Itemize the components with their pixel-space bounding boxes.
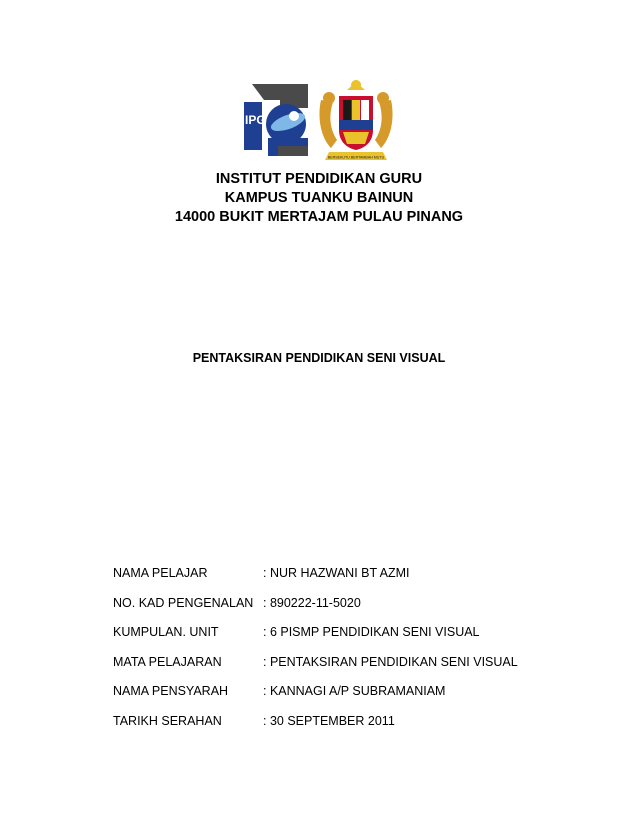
svg-text:IPG: IPG xyxy=(245,113,266,127)
info-value: : KANNAGI A/P SUBRAMANIAM xyxy=(263,684,446,698)
info-label: KUMPULAN. UNIT xyxy=(113,625,219,639)
info-value: : 30 SEPTEMBER 2011 xyxy=(263,713,395,728)
institution-header xyxy=(0,170,638,227)
info-label: NO. KAD PENGENALAN xyxy=(113,595,254,610)
campus-name: KAMPUS TUANKU BAINUN xyxy=(224,190,414,206)
info-label: MATA PELAJARAN xyxy=(113,654,222,669)
info-row-ic xyxy=(113,596,583,626)
campus-address: 14000 BUKIT MERTAJAM PULAU PINANG xyxy=(174,209,464,225)
info-label: TARIKH SERAHAN xyxy=(113,713,222,728)
info-row-name xyxy=(113,566,583,596)
logo-area xyxy=(0,78,638,166)
info-value: : 890222-11-5020 xyxy=(263,595,361,610)
info-row-lecturer xyxy=(113,684,583,714)
svg-text:BERSEKUTU BERTAMBAH MUTU: BERSEKUTU BERTAMBAH MUTU xyxy=(327,155,385,160)
info-label: NAMA PENSYARAH xyxy=(113,684,229,698)
info-value: : NUR HAZWANI BT AZMI xyxy=(263,566,410,580)
info-row-date xyxy=(113,714,583,744)
info-value: : PENTAKSIRAN PENDIDIKAN SENI VISUAL xyxy=(263,654,518,669)
info-label: NAMA PELAJAR xyxy=(113,566,208,580)
student-info-table xyxy=(113,566,583,743)
ipg-logo xyxy=(238,80,310,158)
info-row-group xyxy=(113,625,583,655)
info-row-subject xyxy=(113,655,583,685)
assignment-title: PENTAKSIRAN PENDIDIKAN SENI VISUAL xyxy=(192,351,446,365)
malaysia-coat-of-arms xyxy=(315,78,397,164)
info-value: : 6 PISMP PENDIDIKAN SENI VISUAL xyxy=(263,625,480,639)
institution-name: INSTITUT PENDIDIKAN GURU xyxy=(215,171,423,187)
